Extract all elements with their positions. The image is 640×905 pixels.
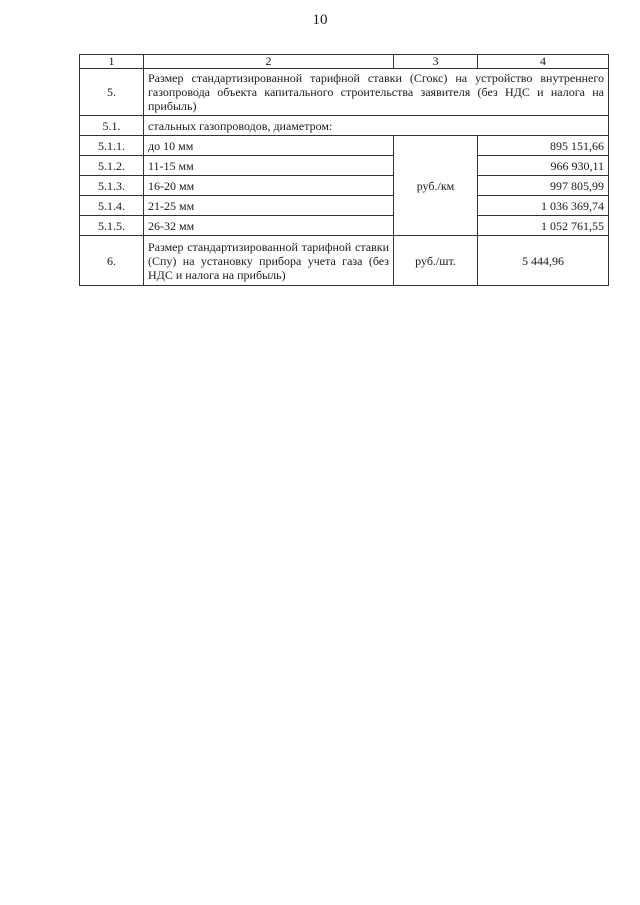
row-number: 5.1.5. [80,216,144,236]
row-value: 1 036 369,74 [478,196,609,216]
header-col-3: 3 [394,55,478,69]
header-col-4: 4 [478,55,609,69]
row-diameter: до 10 мм [144,136,394,156]
tariff-table [79,54,609,286]
header-col-1: 1 [80,55,144,69]
row-value: 1 052 761,55 [478,216,609,236]
row-number: 5. [80,69,144,116]
row-description: Размер стандартизированной тарифной ставки (Спу) на установку прибора учета газа (без НДС и налога на прибыль) [144,236,394,286]
unit-cell: руб./км [394,136,478,236]
row-description: стальных газопроводов, диаметром: [144,116,609,136]
row-value: 895 151,66 [478,136,609,156]
row-number: 5.1.4. [80,196,144,216]
page-number: 10 [312,12,328,28]
table-row-5-1-4 [80,196,609,216]
row-value: 5 444,96 [478,236,609,286]
row-number: 5.1.2. [80,156,144,176]
row-diameter: 21-25 мм [144,196,394,216]
row-description: Размер стандартизированной тарифной ставки (Сгокс) на устройство внутреннего газопровода объекта капитального строительства заявителя (без НДС и налога на прибыль) [144,69,609,116]
unit-cell: руб./шт. [394,236,478,286]
table-header-row [80,55,609,69]
row-diameter: 16-20 мм [144,176,394,196]
header-col-2: 2 [144,55,394,69]
table-row-5-1-2 [80,156,609,176]
row-value: 997 805,99 [478,176,609,196]
row-number: 5.1.1. [80,136,144,156]
row-number: 5.1.3. [80,176,144,196]
row-diameter: 11-15 мм [144,156,394,176]
table-row-5-1-5 [80,216,609,236]
table-row-5 [80,69,609,116]
table-row-5-1-3 [80,176,609,196]
table-row-5-1 [80,116,609,136]
table-row-5-1-1 [80,136,609,156]
row-number: 5.1. [80,116,144,136]
row-diameter: 26-32 мм [144,216,394,236]
table-row-6 [80,236,609,286]
row-number: 6. [80,236,144,286]
row-value: 966 930,11 [478,156,609,176]
